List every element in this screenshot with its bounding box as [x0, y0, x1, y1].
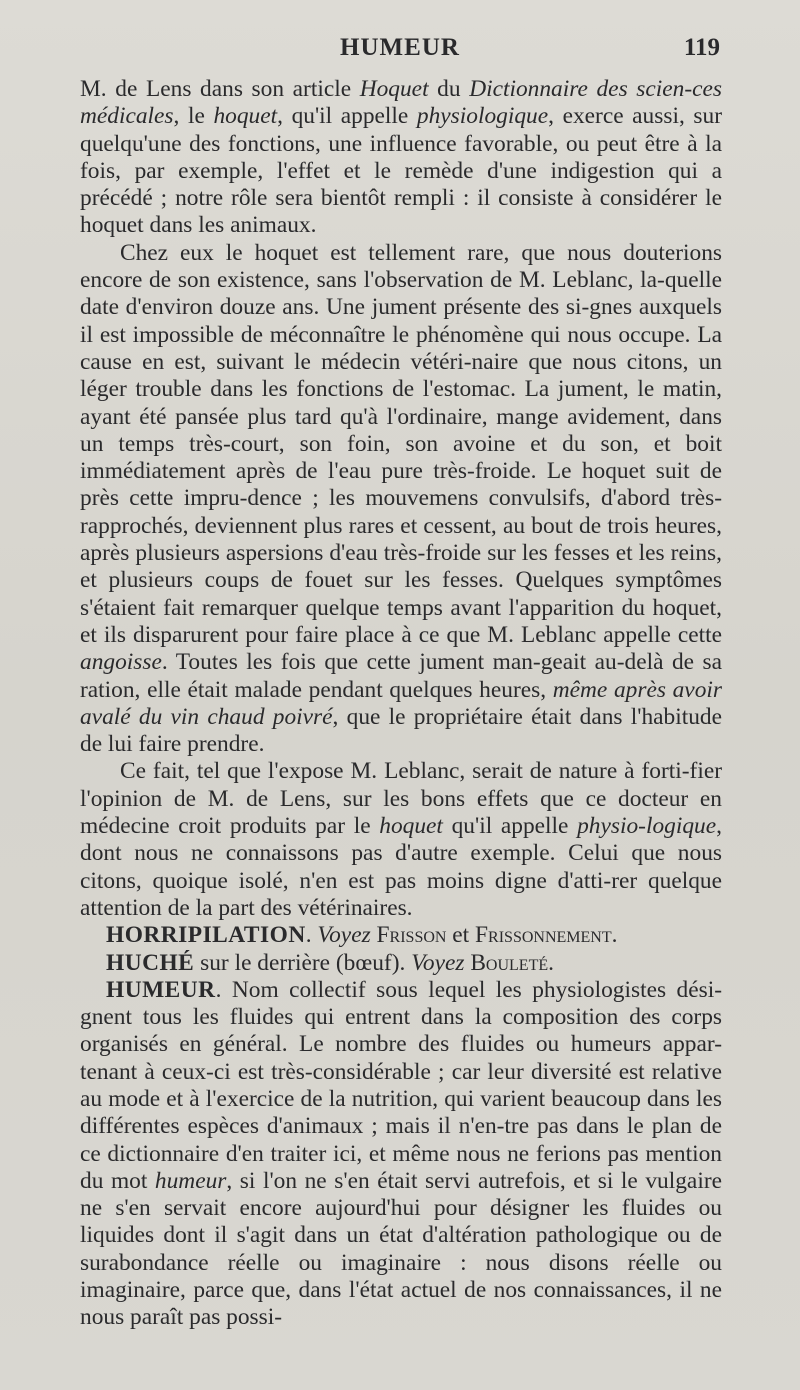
text-run: Frissonnement — [475, 922, 612, 949]
text-run: Ce fait, tel que l'expose M. Leblanc, serait de nature à forti-fier l'opinion de M. de Lens, sur les bons effets que ce docteur en médecine croit produits par le — [80, 758, 722, 840]
text-run: Chez eux le hoquet est tellement rare, que nous douterions encore de son existence, sans l'observation de M. Leblanc, la-quelle date d'environ douze ans. Une jument présente des si-gnes auxquels il est impossible de méconnaître le phénomène qui nous occupe. La cause en est, suivant le médecin vétéri-naire que nous citons, un léger trouble dans les fonctions de l'estomac. La jument, le matin, ayant été pansée plus tard qu'à l'ordinaire, mange avidement, dans un temps très-court, son foin, son avoine et du son, et boit immédiatement après de l'eau pure très-froide. Le hoquet suit de près cette impru-dence ; les mouvemens convulsifs, d'abord très-rapprochés, deviennent plus rares et cessent, au bout de trois heures, après plusieurs aspersions d'eau très-froide sur les fesses et les reins, et plusieurs coups de fouet sur les fesses. Quelques symptômes s'étaient fait remarquer quelque temps avant l'apparition du hoquet, et ils disparurent pour faire place à ce que M. Leblanc appelle cette — [80, 239, 722, 648]
body-text — [80, 76, 722, 1332]
text-run: , exerce aussi, sur quelqu'une des fonctions, une influence favorable, ou peut être à la fois, par exemple, l'effet et le remède d'une indigestion qui a précédé ; notre rôle sera bientôt rempli : il consiste à considérer le hoquet dans les animaux. — [80, 103, 722, 239]
text-run: , dont nous ne connaissons pas d'autre exemple. Celui que nous citons, quoique isolé, n'en est pas moins digne d'atti-rer quelque attention de la part des vétérinaires. — [80, 813, 722, 921]
paragraph — [80, 240, 722, 759]
italic-text: physio-logique — [577, 813, 717, 840]
text-run: du — [428, 76, 470, 102]
italic-text: Voyez — [317, 922, 371, 949]
text-run: Bouleté — [464, 949, 549, 976]
dictionary-entry — [80, 977, 722, 1332]
text-run: . — [305, 922, 318, 949]
italic-text: même après avoir avalé du vin chaud poivré — [80, 676, 722, 730]
text-run: sur le derrière (bœuf). — [194, 949, 412, 976]
text-run: , que le propriétaire était dans l'habitude de lui faire prendre. — [80, 703, 722, 758]
running-head: HUMEUR — [340, 34, 460, 61]
text-run: . — [548, 949, 554, 976]
italic-text: Dictionnaire des scien-ces médicales — [80, 76, 723, 130]
paragraph — [80, 76, 722, 240]
italic-text: hoquet — [379, 813, 443, 840]
entry-headword: HUCHÉ — [106, 949, 195, 976]
italic-text: Voyez — [411, 949, 465, 976]
text-run: et — [446, 922, 476, 949]
dictionary-entry — [80, 922, 722, 949]
text-run: , le — [173, 103, 214, 130]
paragraph — [80, 758, 722, 922]
text-run: qu'il appelle — [442, 813, 578, 840]
italic-text: Hoquet — [359, 76, 429, 102]
italic-text: humeur — [154, 1167, 227, 1194]
text-run: . Toutes les fois que cette jument man-geait au-delà de sa ration, elle était malade pendant quelques heures, — [80, 649, 722, 703]
entry-headword: HUMEUR — [106, 976, 216, 1003]
text-run: , si l'on ne s'en était servi autrefois, et si le vulgaire ne s'en servait encore aujourd'hui pour désigner les fluides ou liquides dont il s'agit dans un état d'altération pathologique ou de surabondance réelle ou imaginaire : nous disons réelle ou imaginaire, parce que, dans l'état actuel de nos connaissances, il ne nous paraît pas possi- — [80, 1167, 722, 1331]
entry-headword: HORRIPILATION — [106, 922, 306, 949]
text-run: Frisson — [370, 922, 447, 949]
text-run: . — [611, 922, 618, 949]
italic-text: physiologique — [416, 103, 549, 130]
dictionary-entry — [80, 950, 722, 977]
page-number: 119 — [683, 34, 720, 61]
italic-text: angoisse — [80, 649, 162, 676]
text-run: M. de Lens dans son article — [80, 76, 360, 102]
text-run: , qu'il appelle — [277, 103, 417, 130]
page-header — [80, 34, 720, 70]
text-run: . Nom collectif sous lequel les physiologistes dési-gnent tous les fluides qui entrent dans la composition des corps organisés en général. Le nombre des fluides ou humeurs appar-tenant à ceux-ci est très-considérable ; car leur diversité est relative au mode et à l'exercice de la nutrition, qui varient beaucoup dans les différentes espèces d'animaux ; mais il n'en-tre pas dans le plan de ce dictionnaire d'en traiter ici, et même nous ne ferions pas mention du mot — [80, 976, 722, 1194]
italic-text: hoquet — [213, 103, 278, 130]
